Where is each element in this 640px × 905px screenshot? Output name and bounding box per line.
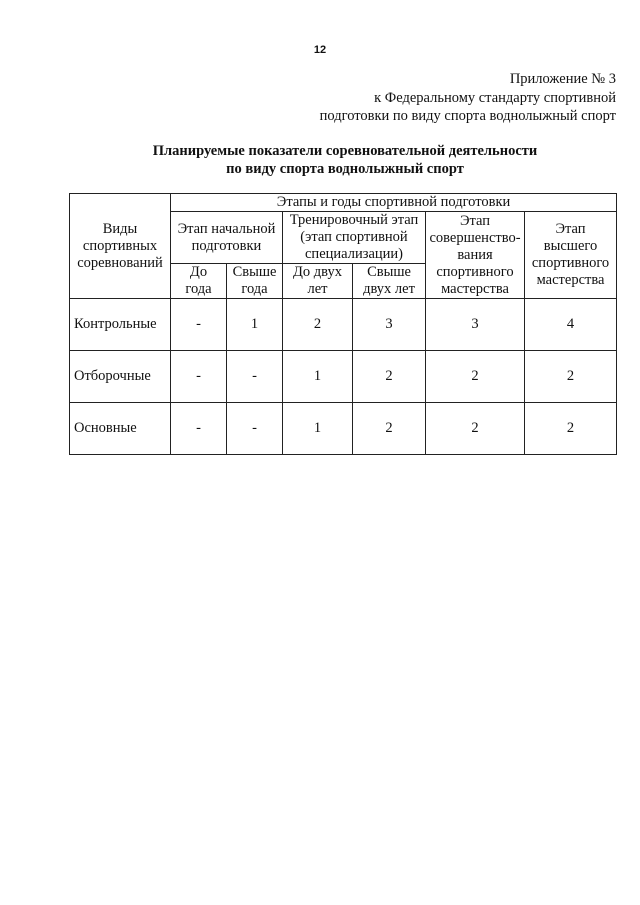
table-cell: 2 xyxy=(525,403,617,455)
annex-line: к Федеральному стандарту спортивной xyxy=(374,89,616,106)
table-cell: 1 xyxy=(283,351,353,403)
table-cell: - xyxy=(171,299,227,351)
table-cell: 2 xyxy=(353,403,426,455)
header-stage-training xyxy=(283,212,426,264)
row-label: Контрольные xyxy=(70,299,171,351)
header-stages-years: Этапы и годы спортивной подготовки xyxy=(171,194,617,212)
table-row xyxy=(70,403,617,455)
header-line: двух лет xyxy=(363,281,415,297)
header-line: спортивного xyxy=(531,255,610,271)
table-cell: 2 xyxy=(283,299,353,351)
table-cell: - xyxy=(227,403,283,455)
table-cell: 1 xyxy=(283,403,353,455)
header-line: подготовки xyxy=(191,237,262,254)
header-line: Свыше xyxy=(367,264,411,280)
annex-line: Приложение № 3 xyxy=(509,71,616,87)
subheader-training-up-to-two-years xyxy=(283,264,353,299)
table-cell: 3 xyxy=(426,299,525,351)
header-line: мастерства xyxy=(536,272,605,288)
subheader-training-over-two-years xyxy=(353,264,426,299)
table-cell: 2 xyxy=(426,351,525,403)
header-line: спортивных xyxy=(82,237,158,254)
table-row xyxy=(70,351,617,403)
table-row xyxy=(70,299,617,351)
header-line: До xyxy=(189,264,208,280)
subheader-initial-up-to-year xyxy=(171,264,227,299)
header-stage-improvement xyxy=(426,212,525,299)
header-line: вания xyxy=(457,246,493,263)
header-line: Виды xyxy=(102,220,138,237)
header-line: лет xyxy=(307,281,328,297)
header-line: Тренировочный этап xyxy=(289,212,419,228)
competition-indicators-table xyxy=(69,193,617,455)
header-line: Свыше xyxy=(232,264,277,280)
table-cell: - xyxy=(171,403,227,455)
page-number: 12 xyxy=(313,44,327,56)
table-cell: 3 xyxy=(353,299,426,351)
header-line: совершенство- xyxy=(429,229,521,246)
annex-line: подготовки по виду спорта воднолыжный спорт xyxy=(319,108,616,124)
header-line: года xyxy=(185,281,212,297)
subheader-initial-over-year xyxy=(227,264,283,299)
title-line: по виду спорта воднолыжный спорт xyxy=(226,161,464,177)
header-line: соревнований xyxy=(77,254,163,271)
header-line: спортивного xyxy=(436,263,514,280)
header-line: мастерства xyxy=(441,280,509,297)
header-competition-types xyxy=(70,194,171,299)
header-stage-initial xyxy=(171,212,283,264)
header-line: Этап xyxy=(555,221,586,237)
table-cell: 2 xyxy=(353,351,426,403)
header-line: Этап начальной xyxy=(177,220,276,237)
document-title xyxy=(0,142,640,178)
annex-header xyxy=(286,70,616,126)
table-cell: - xyxy=(227,351,283,403)
header-line: года xyxy=(241,281,268,297)
header-line: Этап xyxy=(459,212,491,229)
table-cell: 2 xyxy=(525,351,617,403)
header-line: высшего xyxy=(543,238,598,254)
row-label: Отборочные xyxy=(70,351,171,403)
header-line: До двух xyxy=(293,264,342,280)
header-line: (этап спортивной xyxy=(300,229,408,245)
table-cell: - xyxy=(171,351,227,403)
table-cell: 4 xyxy=(525,299,617,351)
row-label: Основные xyxy=(70,403,171,455)
title-line: Планируемые показатели соревновательной деятельности xyxy=(152,143,538,159)
table-cell: 2 xyxy=(426,403,525,455)
table-cell: 1 xyxy=(227,299,283,351)
header-line: специализации) xyxy=(305,246,403,262)
header-stage-higher xyxy=(525,212,617,299)
